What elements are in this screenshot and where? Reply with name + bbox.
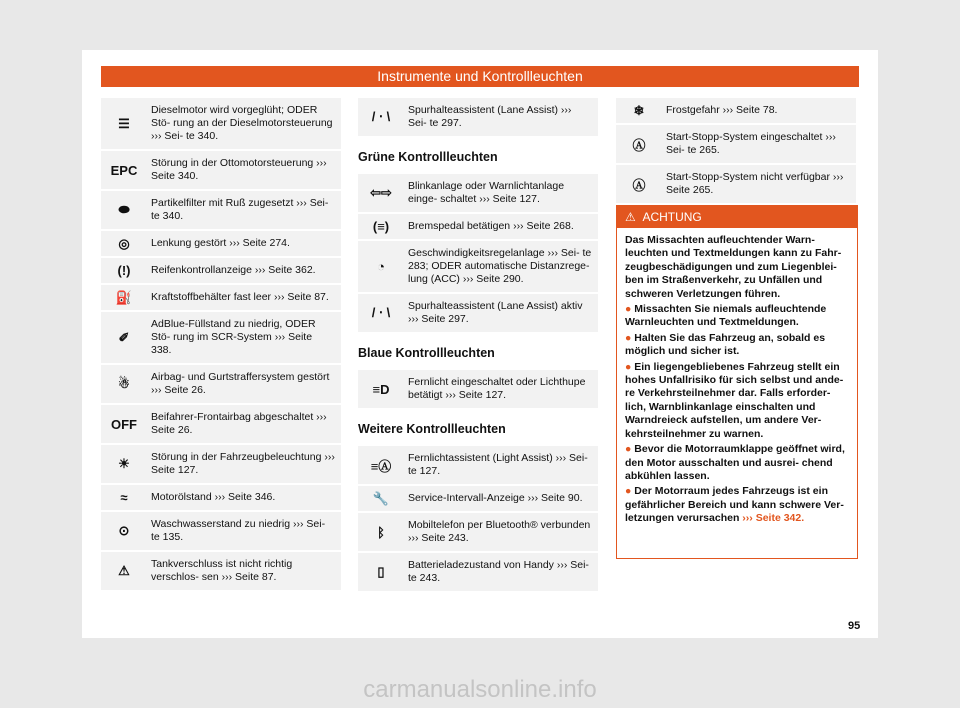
indicator-description: Frostgefahr ››› Seite 78. bbox=[666, 104, 778, 116]
indicator-row bbox=[358, 241, 598, 292]
warning-title: ACHTUNG bbox=[642, 210, 702, 224]
indicator-description: Airbag- und Gurtstraffersystem gestört ››› Seite 26. bbox=[151, 371, 330, 396]
start-stop-icon: Ⓐ bbox=[632, 137, 646, 153]
brake-pedal-icon: (≡) bbox=[372, 219, 390, 234]
warning-body bbox=[617, 228, 857, 534]
watermark: carmanualsonline.info bbox=[363, 676, 597, 703]
indicator-row bbox=[101, 231, 341, 256]
warning-bullet: ● Ein liegengebliebenes Fahrzeug stellt ein hohes Unfallrisiko für sich selbst und ande- re Verkehrsteilnehmer dar. Falls erforder- lich, Warnblinkanlage einschalten und Warndreieck aufstellen, um andere Ver- kehrsteilnehmer zu warnen. bbox=[625, 360, 844, 440]
indicator-description: Störung in der Ottomotorsteuerung ››› Seite 340. bbox=[151, 157, 327, 182]
light-assist-icon: ≡Ⓐ bbox=[370, 458, 392, 474]
indicator-description: Reifenkontrollanzeige ››› Seite 362. bbox=[151, 264, 316, 276]
indicator-row bbox=[616, 125, 856, 163]
tire-pressure-icon: (!) bbox=[117, 263, 131, 278]
oil-level-icon: ≈ bbox=[120, 490, 128, 505]
warning-triangle-icon: ⚠ bbox=[625, 210, 636, 224]
passenger-airbag-off-icon: OFF bbox=[111, 416, 137, 432]
indicator-description: Tankverschluss ist nicht richtig verschlos- sen ››› Seite 87. bbox=[151, 558, 293, 583]
frost-icon: ❄ bbox=[633, 102, 645, 118]
lighting-fault-icon: ☀ bbox=[118, 456, 130, 471]
warning-bullet: ● Missachten Sie niemals aufleuchtende Warnleuchten und Textmeldungen. bbox=[625, 303, 827, 329]
indicator-description: Fernlichtassistent (Light Assist) ››› Sei- te 127. bbox=[408, 452, 588, 477]
page-number: 95 bbox=[848, 620, 861, 632]
cruise-control-icon: ◔ bbox=[377, 259, 385, 274]
fuel-icon: ⛽ bbox=[115, 289, 133, 305]
indicator-description: Beifahrer-Frontairbag abgeschaltet ››› Seite 26. bbox=[151, 411, 327, 436]
indicator-row bbox=[358, 294, 598, 332]
warning-bullet: ● Bevor die Motorraumklappe geöffnet wird, den Motor ausschalten und ausrei- chend abkühlen lassen. bbox=[625, 443, 845, 482]
bluetooth-icon: ᛒ bbox=[377, 524, 385, 540]
indicator-description: Lenkung gestört ››› Seite 274. bbox=[151, 237, 290, 249]
start-stop-unavailable-icon: Ⓐ bbox=[632, 177, 646, 193]
indicator-row bbox=[616, 98, 856, 123]
other-section-title: Weitere Kontrollleuchten bbox=[358, 422, 506, 436]
glow-plug-icon: ☰ bbox=[118, 115, 130, 131]
indicator-row bbox=[358, 446, 598, 484]
particle-filter-icon: ⬬ bbox=[118, 202, 130, 217]
indicator-list-top bbox=[358, 98, 598, 136]
indicator-row bbox=[358, 174, 598, 212]
battery-icon: ▯ bbox=[377, 564, 385, 579]
indicator-list-other bbox=[358, 446, 598, 591]
adblue-icon: ✐ bbox=[118, 329, 130, 345]
indicator-row bbox=[358, 553, 598, 591]
indicator-description: Geschwindigkeitsregelanlage ››› Sei- te 283; ODER automatische Distanzrege- lung (ACC) ››› Seite 290. bbox=[408, 247, 592, 285]
indicator-description: Störung in der Fahrzeugbeleuchtung ››› Seite 127. bbox=[151, 451, 335, 476]
column-2 bbox=[358, 98, 598, 593]
indicator-row bbox=[101, 191, 341, 229]
indicator-list-blue bbox=[358, 370, 598, 408]
page-header: Instrumente und Kontrollleuchten bbox=[101, 66, 859, 87]
warning-box bbox=[616, 205, 858, 559]
indicator-row bbox=[101, 285, 341, 310]
indicator-list-red-yellow bbox=[101, 98, 341, 590]
indicator-row bbox=[101, 151, 341, 189]
indicator-description: Service-Intervall-Anzeige ››› Seite 90. bbox=[408, 492, 583, 504]
service-icon: 🔧 bbox=[372, 490, 390, 506]
indicator-description: Mobiltelefon per Bluetooth® verbunden ››› Seite 243. bbox=[408, 519, 591, 544]
indicator-row bbox=[101, 365, 341, 403]
lane-assist-icon: / ‧ \ bbox=[371, 109, 391, 124]
column-1 bbox=[101, 98, 341, 592]
indicator-description: Partikelfilter mit Ruß zugesetzt ››› Sei- te 340. bbox=[151, 197, 329, 222]
turn-signal-icon: ⇦⇨ bbox=[370, 185, 392, 200]
fuel-cap-icon: ⚠ bbox=[118, 563, 130, 578]
indicator-description: Start-Stopp-System eingeschaltet ››› Sei- te 265. bbox=[666, 131, 836, 156]
indicator-row bbox=[101, 485, 341, 510]
indicator-description: Blinkanlage oder Warnlichtanlage einge- schaltet ››› Seite 127. bbox=[408, 180, 565, 205]
indicator-row bbox=[101, 445, 341, 483]
indicator-description: Motorölstand ››› Seite 346. bbox=[151, 491, 276, 503]
indicator-row bbox=[358, 214, 598, 239]
blue-section-title: Blaue Kontrollleuchten bbox=[358, 346, 495, 360]
indicator-description: AdBlue-Füllstand zu niedrig, ODER Stö- rung im SCR-System ››› Seite 338. bbox=[151, 318, 316, 356]
indicator-description: Dieselmotor wird vorgeglüht; ODER Stö- rung an der Dieselmotorsteuerung ››› Sei- te 340. bbox=[151, 104, 333, 142]
warning-bullet: ● Der Motorraum jedes Fahrzeugs ist ein gefährlicher Bereich und kann schwere Ver- letzungen verursachen ››› Seite 342. bbox=[625, 485, 844, 525]
indicator-row bbox=[358, 370, 598, 408]
washer-fluid-icon: ⊙ bbox=[118, 523, 130, 538]
indicator-row bbox=[101, 98, 341, 149]
indicator-row bbox=[101, 258, 341, 283]
indicator-description: Start-Stopp-System nicht verfügbar ››› Seite 265. bbox=[666, 171, 844, 196]
indicator-description: Spurhalteassistent (Lane Assist) aktiv ››› Seite 297. bbox=[408, 300, 583, 325]
warning-intro: Das Missachten aufleuchtender Warn- leuchten und Textmeldungen kann zu Fahr- zeugbeschädigungen und zum Liegenblei- ben im Straßenverkehr, zu Unfällen und schweren Verletzungen führen. bbox=[625, 234, 842, 300]
indicator-description: Batterieladezustand von Handy ››› Sei- te 243. bbox=[408, 559, 589, 584]
indicator-list-col3 bbox=[616, 98, 856, 203]
indicator-description: Fernlicht eingeschaltet oder Lichthupe betätigt ››› Seite 127. bbox=[408, 376, 586, 401]
column-3 bbox=[616, 98, 856, 205]
epc-icon: EPC bbox=[110, 162, 138, 178]
indicator-row bbox=[101, 512, 341, 550]
warning-header bbox=[617, 206, 857, 228]
indicator-row bbox=[101, 405, 341, 443]
indicator-description: Kraftstoffbehälter fast leer ››› Seite 87. bbox=[151, 291, 329, 303]
indicator-row bbox=[101, 552, 341, 590]
warning-bullet: ● Halten Sie das Fahrzeug an, sobald es möglich und sicher ist. bbox=[625, 331, 826, 358]
indicator-description: Spurhalteassistent (Lane Assist) ››› Sei- te 297. bbox=[408, 104, 572, 129]
green-section-title: Grüne Kontrollleuchten bbox=[358, 150, 498, 164]
indicator-row bbox=[358, 98, 598, 136]
indicator-row bbox=[616, 165, 856, 203]
indicator-row bbox=[358, 513, 598, 551]
indicator-description: Waschwasserstand zu niedrig ››› Sei- te 135. bbox=[151, 518, 326, 543]
indicator-row bbox=[358, 486, 598, 511]
lane-assist-active-icon: / ‧ \ bbox=[371, 305, 391, 320]
steering-icon: ◎ bbox=[118, 235, 130, 251]
warning-link[interactable]: ››› Seite 342. bbox=[742, 512, 805, 525]
airbag-icon: ☃ bbox=[118, 376, 130, 391]
indicator-description: Bremspedal betätigen ››› Seite 268. bbox=[408, 220, 574, 232]
indicator-list-green bbox=[358, 174, 598, 332]
high-beam-icon: ≡D bbox=[372, 381, 390, 397]
indicator-row bbox=[101, 312, 341, 363]
